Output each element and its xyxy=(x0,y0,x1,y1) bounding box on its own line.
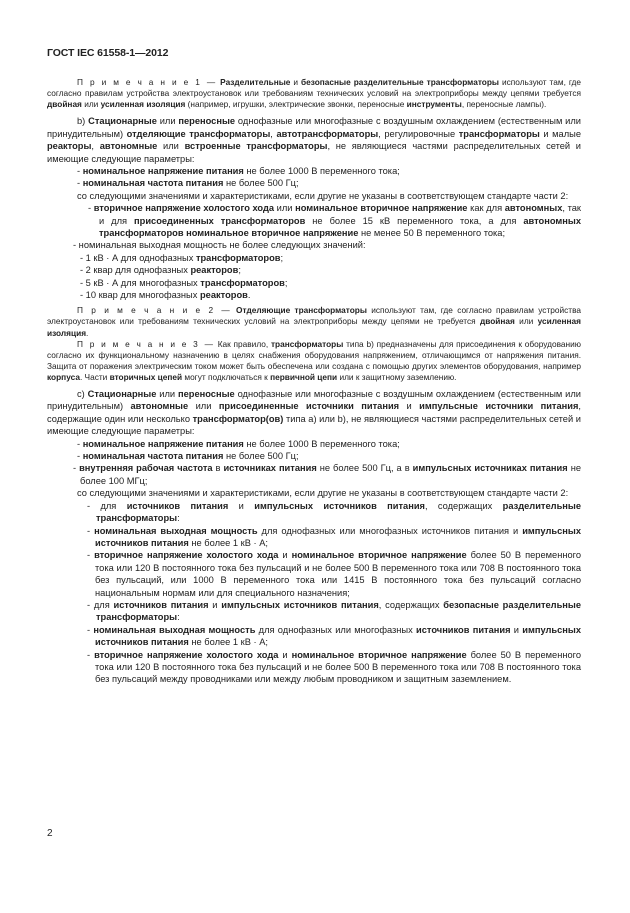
document-header: ГОСТ IEC 61558-1—2012 xyxy=(47,47,169,59)
list-item: - для источников питания и импульсных источников питания, содержащих разделительные трансформаторы: xyxy=(87,500,582,524)
list-item: - номинальное напряжение питания не более 1000 В переменного тока; xyxy=(77,165,400,176)
list-item: - 2 квар для однофазных реакторов; xyxy=(80,265,241,276)
list-item: - вторичное напряжение холостого хода или номинальное вторичное напряжение как для автономных, так и для присоединенных трансформаторов не более 15 кВ переменного тока, а для автономных трансформаторов номинальное вторичное напряжение не менее 50 В переменного тока; xyxy=(88,203,582,238)
list-item: - номинальное напряжение питания не более 1000 В переменного тока; xyxy=(77,438,400,449)
paragraph-c: c) Стационарные или переносные однофазные или многофазные с воздушным охлаждением (естественным или принудительным) автономные или присоединенные источники питания и импульсные источники питания, содержащие один или несколько трансформатор(ов) типа а) или b), не являющиеся частями распределительных сетей и имеющие следующие параметры: xyxy=(47,389,581,437)
note-label: П р и м е ч а н и е 2 — xyxy=(77,305,232,316)
note-1 xyxy=(47,77,581,110)
values-intro-text: со следующими значениями и характеристиками, если другие не указаны в соответствующем стандарте части 2: xyxy=(77,190,569,201)
list-item: - для источников питания и импульсных источников питания, содержащих безопасные разделительные трансформаторы: xyxy=(87,599,582,623)
paragraph-b: b) Стационарные или переносные однофазные или многофазные с воздушным охлаждением (естественным или принудительным) отделяющие трансформаторы, автотрансформаторы, регулировочные трансформаторы и малые реакторы, автономные или встроенные трансформаторы, не являющиеся частями распределительных сетей и имеющие следующие параметры: xyxy=(47,116,582,164)
list-item: - номинальная выходная мощность для однофазных или многофазных источников питания и импульсных источников питания не более 1 кВ · А; xyxy=(87,525,581,548)
note-label: П р и м е ч а н и е 1 — xyxy=(77,77,218,87)
note-text: Разделительные и безопасные разделительные трансформаторы используют там, где согласно правилам устройства электроустановок или требованиям технических условий на электроприборы между цепями требуется двойная или усиленная изоляция (например, игрушки, электрические звонки, переносные инструменты, переносные лампы). xyxy=(47,77,581,110)
list-item: - номинальная выходная мощность для однофазных или многофазных источников питания и импульсных источников питания не более 1 кВ · А; xyxy=(87,624,582,648)
values-intro: со следующими значениями и характеристиками, если другие не указаны в соответствующем стандарте части 2: xyxy=(77,488,569,499)
values-intro xyxy=(77,190,581,202)
list-item: - 5 кВ · А для многофазных трансформаторов; xyxy=(80,277,288,288)
note-2 xyxy=(47,305,581,338)
note-text: Отделяющие трансформаторы используют там, где согласно правилам устройства электроустановок или требованиям технических условий на электроприборы между цепями не требуется двойная или усиленная изоляция. xyxy=(47,305,582,338)
list-item: - вторичное напряжение холостого хода и номинальное вторичное напряжение более 50 В переменного тока или 120 В постоянного тока без пульсаций и не более 500 В переменного тока или 708 В постоянного тока без пульсаций между проводниками или между любым проводником и защитным заземлением. xyxy=(87,649,581,685)
page-number: 2 xyxy=(47,828,53,839)
list-item: - вторичное напряжение холостого хода и номинальное вторичное напряжение более 50 В переменного тока или 120 В постоянного тока без пульсаций и не более 500 В переменного тока или 708 В постоянного тока без пульсаций, или 1000 В переменного тока или 1415 В постоянного тока без пульсаций согласно национальным нормам или для специального назначения; xyxy=(87,550,581,598)
document-body xyxy=(47,77,581,686)
note-text: Как правило, трансформаторы типа b) предназначены для присоединения к оборудованию согласно их функциональному назначению в целях снабжения оборудования напряжением, отличающимся от напряжения питания. Защита от поражения электрическим током может быть обеспечена или создана с помощью других элементов оборудования, например корпуса. Части вторичных цепей могут подключаться к первичной цепи или к защитному заземлению. xyxy=(47,338,581,382)
note-label: П р и м е ч а н и е 3 — xyxy=(77,338,215,349)
list-item: - номинальная частота питания не более 500 Гц; xyxy=(77,451,299,462)
list-item: - 10 квар для многофазных реакторов. xyxy=(80,289,251,300)
list-item: - 1 кВ · А для однофазных трансформаторов; xyxy=(80,252,284,263)
note-3 xyxy=(47,339,581,383)
list-item: - внутренняя рабочая частота в источниках питания не более 500 Гц, а в импульсных источниках питания не более 100 МГц; xyxy=(73,463,581,486)
list-item: - номинальная частота питания не более 500 Гц; xyxy=(77,178,299,189)
list-item: - номинальная выходная мощность не более следующих значений: xyxy=(73,240,366,251)
